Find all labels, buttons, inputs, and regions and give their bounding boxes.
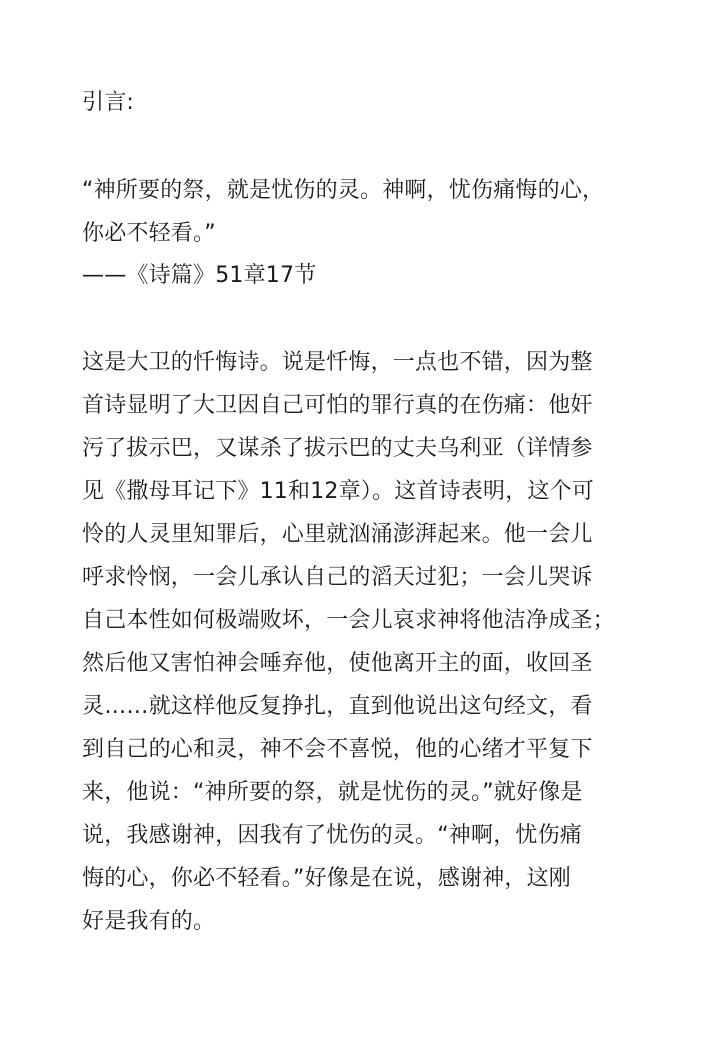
paragraph-line: 然后他又害怕神会唾弃他，使他离开主的面，收回圣 [82,651,593,676]
paragraph-line: 见《撒母耳记下》11和12章）。这首诗表明，这个可 [82,479,594,504]
paragraph-line: 悔的心，你必不轻看。”好像是在说，感谢神，这刚 [82,866,571,891]
paragraph-line: 说，我感谢神，因我有了忧伤的灵。“神啊，忧伤痛 [82,823,582,848]
paragraph-line: 来，他说：“神所要的祭，就是忧伤的灵。”就好像是 [82,780,583,805]
paragraph-line: 这是大卫的忏悔诗。说是忏悔，一点也不错，因为整 [82,350,593,375]
paragraph-line: 好是我有的。 [82,909,216,934]
paragraph-line: 灵……就这样他反复挣扎，直到他说出这句经文，看 [82,694,593,719]
paragraph-line: 呼求怜悯，一会儿承认自己的滔天过犯；一会儿哭诉 [82,565,593,590]
quote-line: 你必不轻看。” [82,221,216,246]
paragraph-line: 自己本性如何极端败坏，一会儿哀求神将他洁净成圣； [82,608,615,633]
paragraph-line: 怜的人灵里知罪后，心里就汹涌澎湃起来。他一会儿 [82,522,593,547]
quote-line: “神所要的祭，就是忧伤的灵。神啊，忧伤痛悔的心， [82,178,605,203]
paragraph-line: 首诗显明了大卫因自己可怕的罪行真的在伤痛：他奸 [82,393,593,418]
paragraph-line: 污了拔示巴，又谋杀了拔示巴的丈夫乌利亚（详情参 [82,436,593,461]
paragraph-line: 到自己的心和灵，神不会不喜悦，他的心绪才平复下 [82,737,593,762]
quote-source: ——《诗篇》51章17节 [82,263,317,288]
heading: 引言: [82,90,135,115]
